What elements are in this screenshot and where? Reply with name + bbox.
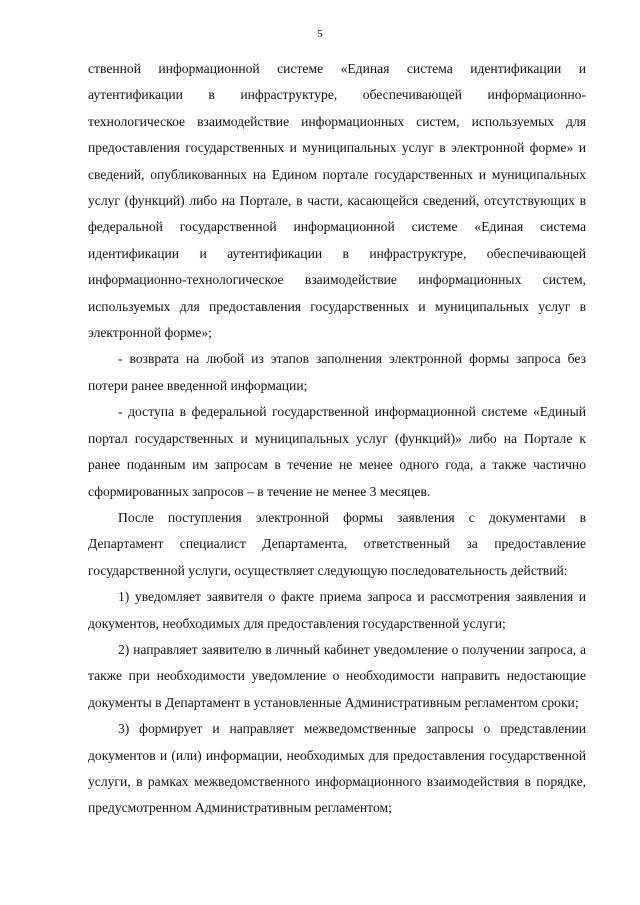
paragraph-after-receipt: После поступления электронной формы заявления с документами в Департамент специалист Департамента, ответственный за предоставление государственной услуги, осуществляет следующую последовательность действий:	[88, 509, 586, 578]
page-number: 5	[317, 28, 323, 40]
paragraph-item-1: 1) уведомляет заявителя о факте приема запроса и рассмотрения заявления и документов, необходимых для предоставления государственной услуги;	[88, 589, 586, 631]
paragraph-item-3: 3) формирует и направляет межведомственные запросы о представлении документов и (или) информации, необходимых для предоставления государственной услуги, в рамках межведомственного информационного взаимодействия в порядке, предусмотренном Административным регламентом;	[88, 721, 586, 816]
paragraph-continuation: ственной информационной системе «Единая система идентификации и аутентификации в инфраструктуре, обеспечивающей информационно-технологическое взаимодействие информационных систем, используемых для предоставления государственных и муниципальных услуг в электронной форме» и сведений, опубликованных на Едином портале государственных и муниципальных услуг (функций) либо на Портале, в части, касающейся сведений, отсутствующих в федеральной государственной информационной системе «Единая система идентификации и аутентификации в инфраструктуре, обеспечивающей информационно-технологическое взаимодействие информационных систем, используемых для предоставления государственных и муниципальных услуг в электронной форме»;	[88, 61, 586, 341]
paragraph-return-to-stage: - возврата на любой из этапов заполнения электронной формы запроса без потери ранее введенной информации;	[88, 351, 586, 393]
document-body	[88, 56, 586, 822]
paragraph-access-to-requests: - доступа в федеральной государственной информационной системе «Единый портал государственных и муниципальных услуг (функций)» либо на Портале к ранее поданным им запросам в течение не менее одного года, а также частично сформированных запросов – в течение не менее 3 месяцев.	[88, 404, 586, 499]
paragraph-item-2: 2) направляет заявителю в личный кабинет уведомление о получении запроса, а также при необходимости уведомление о необходимости направить недостающие документы в Департамент в установленные Административным регламентом сроки;	[88, 641, 586, 710]
